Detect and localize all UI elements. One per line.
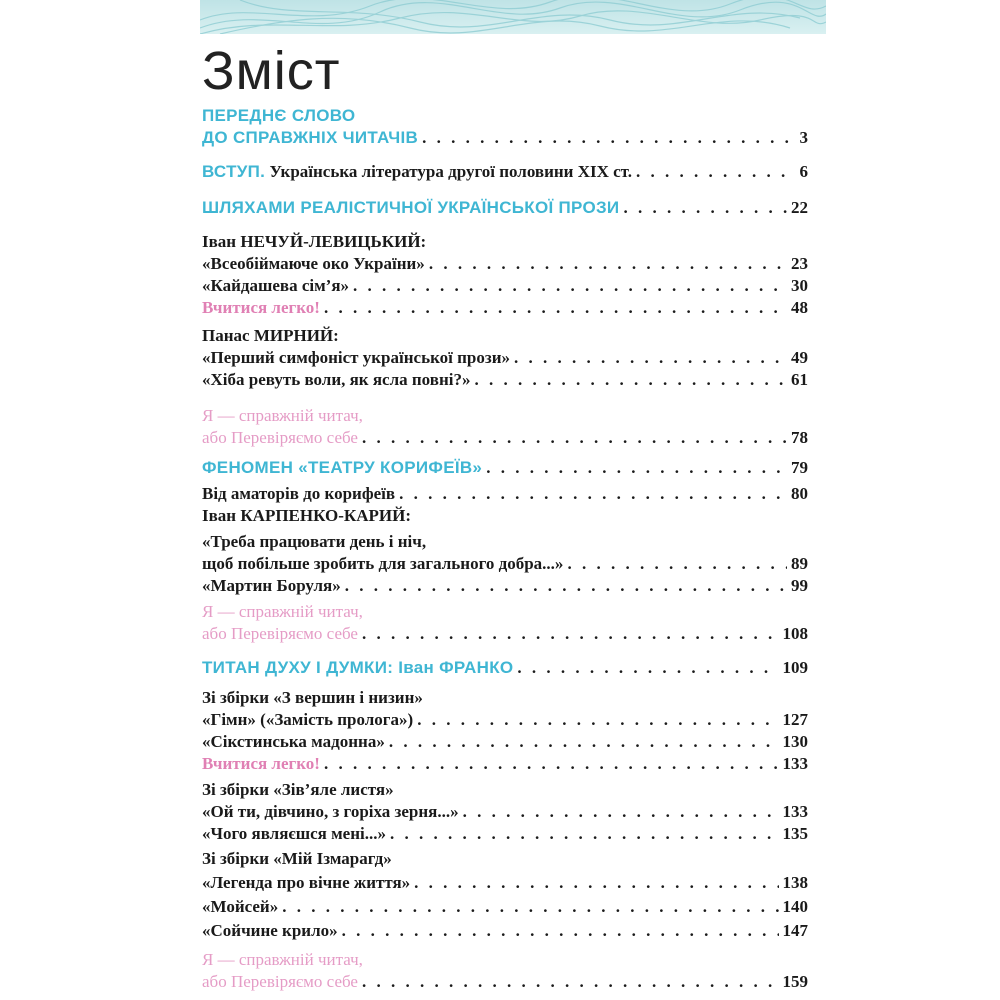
page-number: 140 [782, 897, 808, 916]
page-number: 22 [791, 198, 808, 217]
entry-title: «Ой ти, дівчино, з горіха зерня...» [202, 802, 459, 821]
entry-title-line: «Треба працювати день і ніч, [202, 532, 427, 551]
collection-title: Зі збірки «З вершин і низин» [202, 688, 423, 707]
page-number: 48 [791, 298, 808, 317]
leader-dots [324, 297, 787, 319]
toc-section-franko[interactable] [202, 657, 808, 679]
entry-title: «Чого являєшся мені...» [202, 824, 386, 843]
collection-title: Зі збірки «Мій Ізмарагд» [202, 849, 392, 868]
toc-item[interactable] [202, 347, 808, 369]
leader-dots [636, 161, 796, 183]
entry-title: «Всеобіймаюче око України» [202, 254, 425, 273]
leader-dots [362, 623, 779, 645]
entry-title-line: щоб побільше зробить для загального добра...» [202, 554, 564, 573]
leader-dots [342, 920, 779, 942]
page-title: Зміст [202, 41, 341, 101]
leader-dots [353, 275, 787, 297]
page-number: 133 [782, 754, 808, 773]
entry-title: «Сойчине крило» [202, 921, 338, 940]
leader-dots [463, 801, 779, 823]
leader-dots [429, 253, 787, 275]
leader-dots [422, 127, 795, 149]
toc-collection-vershyn [202, 687, 808, 775]
entry-title-line: або Перевіряємо себе [202, 972, 358, 991]
toc-entry-self-check[interactable] [202, 949, 808, 993]
leader-dots [514, 347, 787, 369]
toc-collection-zivyale [202, 779, 808, 845]
leader-dots [362, 971, 779, 993]
toc-item[interactable] [202, 801, 808, 823]
toc-entry-self-check[interactable] [202, 601, 808, 645]
page-number: 147 [782, 921, 808, 940]
leader-dots [486, 457, 787, 479]
page-number: 109 [782, 658, 808, 677]
page-number: 99 [791, 576, 808, 595]
leader-dots [390, 823, 779, 845]
section-title: ТИТАН ДУХУ І ДУМКИ: Іван ФРАНКО [202, 658, 514, 677]
entry-title-line: або Перевіряємо себе [202, 428, 358, 447]
toc-collection-izmarahd [202, 848, 808, 942]
leader-dots [414, 872, 778, 894]
page-number: 127 [782, 710, 808, 729]
entry-title-line: ДО СПРАВЖНІХ ЧИТАЧІВ [202, 128, 419, 147]
leader-dots [417, 709, 778, 731]
page-number: 79 [791, 458, 808, 477]
entry-title: «Легенда про вічне життя» [202, 873, 411, 892]
entry-title: «Мартин Боруля» [202, 576, 341, 595]
leader-dots [389, 731, 779, 753]
entry-title-line: ПЕРЕДНЄ СЛОВО [202, 106, 356, 125]
toc-entry-introduction[interactable] [202, 161, 808, 183]
entry-title: «Мойсей» [202, 897, 279, 916]
page-number: 138 [782, 873, 808, 892]
author-name: Іван НЕЧУЙ-ЛЕВИЦЬКИЙ: [202, 232, 427, 251]
page-number: 130 [782, 732, 808, 751]
entry-title: «Хіба ревуть воли, як ясла повні?» [202, 370, 471, 389]
toc-item[interactable] [202, 253, 808, 275]
page-number: 89 [791, 554, 808, 573]
toc-section-theatre[interactable] [202, 457, 808, 479]
toc-author-nechuy [202, 231, 808, 319]
toc-item[interactable] [202, 709, 808, 731]
toc-author-karpenko [202, 505, 808, 597]
leader-dots [324, 753, 779, 775]
toc-item[interactable] [202, 297, 808, 319]
toc-entry-self-check[interactable] [202, 405, 808, 449]
entry-title-line: або Перевіряємо себе [202, 624, 358, 643]
toc-item[interactable] [202, 920, 808, 942]
page-number: 80 [791, 484, 808, 503]
entry-title: Від аматорів до корифеїв [202, 484, 396, 503]
leader-dots [345, 575, 787, 597]
toc-entry-amateurs[interactable] [202, 483, 808, 505]
entry-prefix: ВСТУП. [202, 162, 266, 181]
toc-item[interactable] [202, 369, 808, 391]
page-number: 6 [799, 162, 808, 181]
page-number: 23 [791, 254, 808, 273]
toc-item[interactable] [202, 553, 808, 575]
author-name: Панас МИРНИЙ: [202, 326, 339, 345]
entry-title-line: Я — справжній читач, [202, 950, 363, 969]
header-banner [200, 0, 826, 34]
page-number: 78 [791, 428, 808, 447]
toc-author-myrnyi [202, 325, 808, 391]
entry-title: «Кайдашева сім’я» [202, 276, 350, 295]
toc-item[interactable] [202, 753, 808, 775]
leader-dots [362, 427, 787, 449]
collection-title: Зі збірки «Зів’яле листя» [202, 780, 394, 799]
page-number: 30 [791, 276, 808, 295]
entry-title: Українська література другої половини XIX ст. [269, 162, 632, 181]
page-number: 108 [782, 624, 808, 643]
section-title: ФЕНОМЕН «ТЕАТРУ КОРИФЕЇВ» [202, 458, 483, 477]
toc-item[interactable] [202, 275, 808, 297]
leader-dots [474, 369, 787, 391]
leader-dots [399, 483, 787, 505]
page-number: 159 [782, 972, 808, 991]
page-number: 61 [791, 370, 808, 389]
toc-item[interactable] [202, 872, 808, 894]
leader-dots [623, 197, 787, 219]
toc-item[interactable] [202, 575, 808, 597]
toc-item[interactable] [202, 731, 808, 753]
entry-title-line: Я — справжній читач, [202, 602, 363, 621]
leader-dots [282, 896, 778, 918]
entry-title: «Сікстинська мадонна» [202, 732, 385, 751]
toc-item[interactable] [202, 823, 808, 845]
page-number: 133 [782, 802, 808, 821]
entry-title: «Гімн» («Замість пролога») [202, 710, 414, 729]
entry-title-line: Я — справжній читач, [202, 406, 363, 425]
toc-entry-foreword[interactable] [202, 105, 808, 149]
entry-title: «Перший симфоніст української прози» [202, 348, 510, 367]
wave-pattern-icon [200, 0, 826, 34]
author-name: Іван КАРПЕНКО-КАРИЙ: [202, 506, 411, 525]
page-number: 3 [799, 128, 808, 147]
entry-title: Вчитися легко! [202, 298, 320, 317]
page-number: 49 [791, 348, 808, 367]
section-title: ШЛЯХАМИ РЕАЛІСТИЧНОЇ УКРАЇНСЬКОЇ ПРОЗИ [202, 198, 620, 217]
toc-section-realistic-prose[interactable] [202, 197, 808, 219]
leader-dots [567, 553, 787, 575]
toc-item[interactable] [202, 896, 808, 918]
leader-dots [517, 657, 778, 679]
entry-title: Вчитися легко! [202, 754, 320, 773]
page-number: 135 [782, 824, 808, 843]
